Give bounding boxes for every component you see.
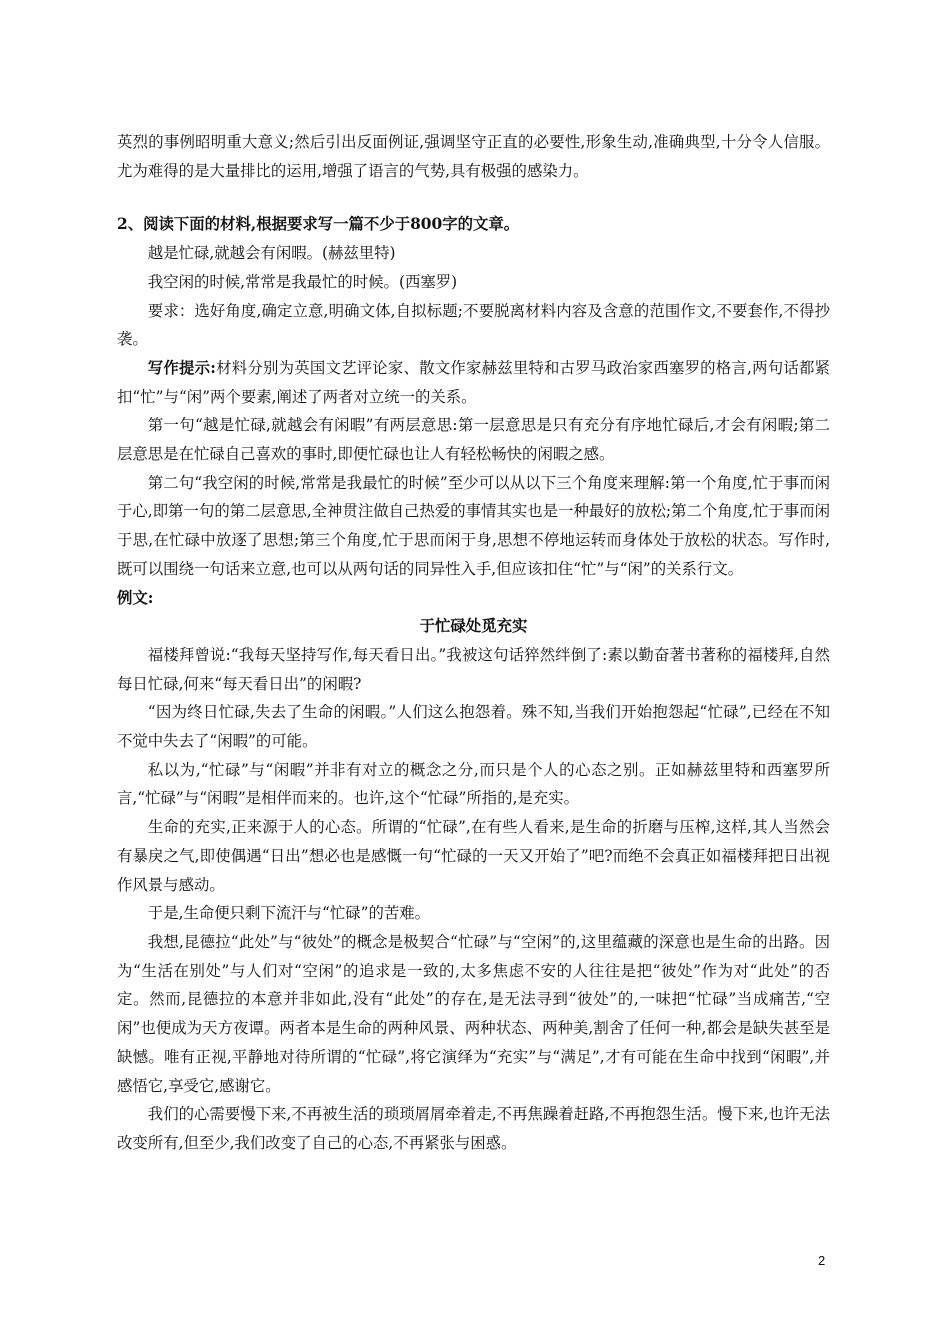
example-label: 例文: [117, 588, 154, 607]
hint-paragraph-3: 第二句“我空闲的时候,常常是我最忙的时候”至少可以从以下三个角度来理解:第一个角度,忙于事而闲于心,即第一句的第二层意思,全神贯注做自己热爱的事情其实也是一种最好的放松;第二个角度,忙于事而闲于思,在忙碌中放逐了思想;第三个角度,忙于思而闲于身,思想不停地运转而身体处于放松的状态。写作时,既可以围绕一句话来立意,也可以从两句话的同异性入手,但应该扣住“忙”与“闲”的关系行文。 [117, 473, 830, 578]
page-number: 2 [818, 1253, 826, 1268]
example-paragraph: 生命的充实,正来源于人的心态。所谓的“忙碌”,在有些人看来,是生命的折磨与压榨,这样,其人当然会有暴戾之气,即使偶遇“日出”想必也是感慨一句“忙碌的一天又开始了”吧?而绝不会真正如福楼拜把日出视作风景与感动。 [117, 818, 830, 894]
hint-paragraph-2: 第一句“越是忙碌,就越会有闲暇”有两层意思:第一层意思是只有充分有序地忙碌后,才会有闲暇;第二层意思是在忙碌自己喜欢的事时,即便忙碌也让人有轻松畅快的闲暇之感。 [117, 416, 830, 464]
quote-cicero: 我空闲的时候,常常是我最忙的时候。(西塞罗) [147, 272, 458, 291]
intro-paragraph: 英烈的事例昭明重大意义;然后引出反面例证,强调坚守正直的必要性,形象生动,准确典型,十分令人信服。尤为难得的是大量排比的运用,增强了语言的气势,具有极强的感染力。 [117, 133, 830, 180]
example-paragraph: “因为终日忙碌,失去了生命的闲暇。”人们这么抱怨着。殊不知,当我们开始抱怨起“忙碌”,已经在不知不觉中失去了“闲暇”的可能。 [117, 703, 830, 751]
hint-paragraph [117, 354, 830, 411]
example-title: 于忙碌处觅充实 [419, 617, 528, 636]
spacer [117, 185, 830, 210]
example-paragraph: 私以为,“忙碌”与“闲暇”并非有对立的概念之分,而只是个人的心态之别。正如赫兹里特和西塞罗所言,“忙碌”与“闲暇”是相伴而来的。也许,这个“忙碌”所指的,是充实。 [117, 760, 830, 808]
example-paragraph: 福楼拜曾说:“我每天坚持写作,每天看日出。”我被这句话猝然绊倒了:素以勤奋著书著称的福楼拜,自然每日忙碌,何来“每天看日出”的闲暇? [117, 645, 830, 693]
example-paragraph: 我想,昆德拉“此处”与“彼处”的概念是极契合“忙碌”与“空闲”的,这里蕴藏的深意也是生命的出路。因为“生活在别处”与人们对“空闲”的追求是一致的,太多焦虑不安的人往往是把“彼处”作为对“此处”的否定。然而,昆德拉的本意并非如此,没有“此处”的存在,是无法寻到“彼处”的,一味把“忙碌”当成痛苦,“空闲”也便成为天方夜谭。两者本是生命的两种风景、两种状态、两种美,割舍了任何一种,都会是缺失甚至是缺憾。唯有正视,平静地对待所谓的“忙碌”,将它演绎为“充实”与“满足”,才有可能在生命中找到“闲暇”,并感悟它,享受它,感谢它。 [117, 932, 830, 1095]
hint-label: 写作提示: [147, 358, 216, 377]
example-paragraph: 于是,生命便只剩下流汗与“忙碌”的苦难。 [147, 904, 431, 923]
document-body [117, 128, 830, 1158]
requirement-paragraph: 要求：选好角度,确定立意,明确文体,自拟标题;不要脱离材料内容及含意的范围作文,不要套作,不得抄袭。 [117, 301, 830, 349]
example-paragraph: 我们的心需要慢下来,不再被生活的琐琐屑屑牵着走,不再焦躁着赶路,不再抱怨生活。慢下来,也许无法改变所有,但至少,我们改变了自己的心态,不再紧张与困惑。 [117, 1105, 830, 1152]
quote-hazlitt: 越是忙碌,就越会有闲暇。(赫兹里特) [147, 244, 396, 263]
question-heading: 2、阅读下面的材料,根据要求写一篇不少于800字的文章。 [117, 215, 520, 234]
hint-text: 材料分别为英国文艺评论家、散文作家赫兹里特和古罗马政治家西塞罗的格言,两句话都紧扣“忙”与“闲”两个要素,阐述了两者对立统一的关系。 [117, 358, 830, 406]
